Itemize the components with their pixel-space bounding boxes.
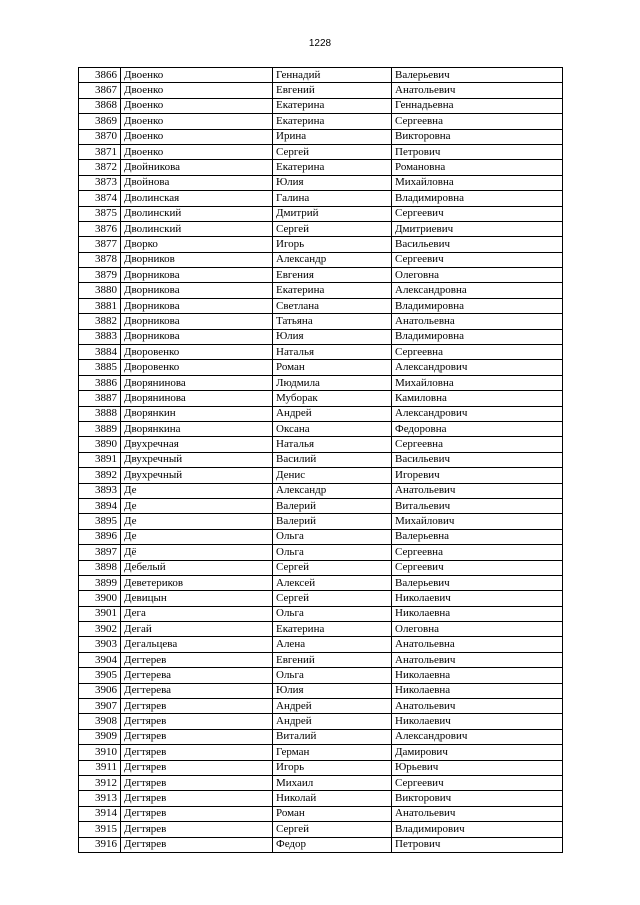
first-name-cell: Николай <box>273 791 392 806</box>
first-name-cell: Валерий <box>273 498 392 513</box>
patronymic-cell: Петрович <box>392 144 563 159</box>
table-row <box>79 468 563 483</box>
table-row <box>79 268 563 283</box>
patronymic-cell: Михайлович <box>392 514 563 529</box>
last-name-cell: Двухречный <box>121 468 273 483</box>
row-number-cell: 3901 <box>79 606 121 621</box>
table-row <box>79 683 563 698</box>
last-name-cell: Дегтярев <box>121 760 273 775</box>
last-name-cell: Дегтерев <box>121 652 273 667</box>
last-name-cell: Дворникова <box>121 268 273 283</box>
table-row <box>79 652 563 667</box>
row-number-cell: 3878 <box>79 252 121 267</box>
last-name-cell: Дега <box>121 606 273 621</box>
patronymic-cell: Васильевич <box>392 452 563 467</box>
table-row <box>79 806 563 821</box>
first-name-cell: Сергей <box>273 560 392 575</box>
last-name-cell: Дебелый <box>121 560 273 575</box>
last-name-cell: Де <box>121 498 273 513</box>
table-row <box>79 345 563 360</box>
first-name-cell: Юлия <box>273 329 392 344</box>
patronymic-cell: Сергеевич <box>392 252 563 267</box>
last-name-cell: Дегтярев <box>121 822 273 837</box>
table-row <box>79 144 563 159</box>
patronymic-cell: Геннадьевна <box>392 98 563 113</box>
last-name-cell: Дворникова <box>121 329 273 344</box>
row-number-cell: 3910 <box>79 745 121 760</box>
table-row <box>79 391 563 406</box>
patronymic-cell: Камиловна <box>392 391 563 406</box>
first-name-cell: Евгения <box>273 268 392 283</box>
last-name-cell: Дегтярев <box>121 837 273 852</box>
first-name-cell: Ирина <box>273 129 392 144</box>
table-row <box>79 360 563 375</box>
table-row <box>79 98 563 113</box>
row-number-cell: 3867 <box>79 83 121 98</box>
first-name-cell: Наталья <box>273 437 392 452</box>
row-number-cell: 3871 <box>79 144 121 159</box>
row-number-cell: 3892 <box>79 468 121 483</box>
first-name-cell: Геннадий <box>273 68 392 83</box>
table-row <box>79 375 563 390</box>
table-row <box>79 699 563 714</box>
table-row <box>79 221 563 236</box>
table-row <box>79 314 563 329</box>
last-name-cell: Двоенко <box>121 98 273 113</box>
table-row <box>79 83 563 98</box>
row-number-cell: 3866 <box>79 68 121 83</box>
row-number-cell: 3876 <box>79 221 121 236</box>
first-name-cell: Валерий <box>273 514 392 529</box>
row-number-cell: 3891 <box>79 452 121 467</box>
first-name-cell: Евгений <box>273 83 392 98</box>
first-name-cell: Юлия <box>273 683 392 698</box>
patronymic-cell: Александрович <box>392 729 563 744</box>
first-name-cell: Ольга <box>273 668 392 683</box>
row-number-cell: 3874 <box>79 191 121 206</box>
first-name-cell: Юлия <box>273 175 392 190</box>
row-number-cell: 3907 <box>79 699 121 714</box>
last-name-cell: Дволинская <box>121 191 273 206</box>
last-name-cell: Дворников <box>121 252 273 267</box>
first-name-cell: Федор <box>273 837 392 852</box>
first-name-cell: Людмила <box>273 375 392 390</box>
row-number-cell: 3886 <box>79 375 121 390</box>
row-number-cell: 3900 <box>79 591 121 606</box>
table-row <box>79 437 563 452</box>
registry-table-body <box>79 68 563 853</box>
table-row <box>79 760 563 775</box>
table-row <box>79 745 563 760</box>
first-name-cell: Татьяна <box>273 314 392 329</box>
last-name-cell: Дворянкина <box>121 421 273 436</box>
row-number-cell: 3894 <box>79 498 121 513</box>
row-number-cell: 3904 <box>79 652 121 667</box>
last-name-cell: Дегтерева <box>121 668 273 683</box>
table-row <box>79 129 563 144</box>
first-name-cell: Денис <box>273 468 392 483</box>
table-row <box>79 498 563 513</box>
first-name-cell: Александр <box>273 483 392 498</box>
patronymic-cell: Анатольевич <box>392 483 563 498</box>
patronymic-cell: Анатольевна <box>392 637 563 652</box>
first-name-cell: Сергей <box>273 591 392 606</box>
patronymic-cell: Николаевна <box>392 683 563 698</box>
table-row <box>79 529 563 544</box>
registry-table <box>78 67 563 853</box>
table-row <box>79 591 563 606</box>
first-name-cell: Алена <box>273 637 392 652</box>
row-number-cell: 3879 <box>79 268 121 283</box>
last-name-cell: Дегтярев <box>121 699 273 714</box>
table-row <box>79 160 563 175</box>
last-name-cell: Де <box>121 529 273 544</box>
patronymic-cell: Николаевна <box>392 606 563 621</box>
patronymic-cell: Игоревич <box>392 468 563 483</box>
patronymic-cell: Николаевич <box>392 591 563 606</box>
row-number-cell: 3888 <box>79 406 121 421</box>
patronymic-cell: Владимировна <box>392 191 563 206</box>
row-number-cell: 3884 <box>79 345 121 360</box>
row-number-cell: 3905 <box>79 668 121 683</box>
patronymic-cell: Олеговна <box>392 622 563 637</box>
table-row <box>79 329 563 344</box>
last-name-cell: Двоенко <box>121 68 273 83</box>
table-row <box>79 622 563 637</box>
row-number-cell: 3909 <box>79 729 121 744</box>
first-name-cell: Игорь <box>273 760 392 775</box>
first-name-cell: Ольга <box>273 545 392 560</box>
first-name-cell: Екатерина <box>273 160 392 175</box>
first-name-cell: Оксана <box>273 421 392 436</box>
last-name-cell: Дё <box>121 545 273 560</box>
patronymic-cell: Романовна <box>392 160 563 175</box>
last-name-cell: Дволинский <box>121 221 273 236</box>
patronymic-cell: Сергеевна <box>392 345 563 360</box>
patronymic-cell: Викторович <box>392 791 563 806</box>
patronymic-cell: Олеговна <box>392 268 563 283</box>
last-name-cell: Дволинский <box>121 206 273 221</box>
patronymic-cell: Сергеевна <box>392 437 563 452</box>
patronymic-cell: Анатольевна <box>392 314 563 329</box>
row-number-cell: 3868 <box>79 98 121 113</box>
first-name-cell: Екатерина <box>273 622 392 637</box>
last-name-cell: Дегтярев <box>121 775 273 790</box>
last-name-cell: Дворникова <box>121 298 273 313</box>
row-number-cell: 3885 <box>79 360 121 375</box>
last-name-cell: Дворянинова <box>121 375 273 390</box>
patronymic-cell: Сергеевич <box>392 775 563 790</box>
row-number-cell: 3875 <box>79 206 121 221</box>
row-number-cell: 3912 <box>79 775 121 790</box>
table-row <box>79 560 563 575</box>
patronymic-cell: Дмитриевич <box>392 221 563 236</box>
patronymic-cell: Федоровна <box>392 421 563 436</box>
first-name-cell: Герман <box>273 745 392 760</box>
patronymic-cell: Александрович <box>392 406 563 421</box>
patronymic-cell: Анатольевич <box>392 699 563 714</box>
table-row <box>79 791 563 806</box>
patronymic-cell: Сергеевна <box>392 545 563 560</box>
last-name-cell: Двухречный <box>121 452 273 467</box>
row-number-cell: 3877 <box>79 237 121 252</box>
first-name-cell: Александр <box>273 252 392 267</box>
first-name-cell: Андрей <box>273 406 392 421</box>
first-name-cell: Светлана <box>273 298 392 313</box>
row-number-cell: 3893 <box>79 483 121 498</box>
table-row <box>79 114 563 129</box>
first-name-cell: Сергей <box>273 221 392 236</box>
table-row <box>79 206 563 221</box>
last-name-cell: Дегтярев <box>121 729 273 744</box>
patronymic-cell: Сергеевич <box>392 206 563 221</box>
last-name-cell: Дегай <box>121 622 273 637</box>
table-row <box>79 406 563 421</box>
last-name-cell: Дегтерева <box>121 683 273 698</box>
first-name-cell: Екатерина <box>273 114 392 129</box>
table-row <box>79 775 563 790</box>
last-name-cell: Дворовенко <box>121 360 273 375</box>
table-row <box>79 483 563 498</box>
row-number-cell: 3903 <box>79 637 121 652</box>
last-name-cell: Де <box>121 483 273 498</box>
patronymic-cell: Васильевич <box>392 237 563 252</box>
last-name-cell: Дегтярев <box>121 714 273 729</box>
row-number-cell: 3882 <box>79 314 121 329</box>
patronymic-cell: Юрьевич <box>392 760 563 775</box>
patronymic-cell: Анатольевич <box>392 806 563 821</box>
first-name-cell: Евгений <box>273 652 392 667</box>
first-name-cell: Сергей <box>273 822 392 837</box>
patronymic-cell: Михайловна <box>392 175 563 190</box>
row-number-cell: 3883 <box>79 329 121 344</box>
patronymic-cell: Валерьевич <box>392 68 563 83</box>
row-number-cell: 3872 <box>79 160 121 175</box>
last-name-cell: Дегтярев <box>121 791 273 806</box>
row-number-cell: 3908 <box>79 714 121 729</box>
patronymic-cell: Владимирович <box>392 822 563 837</box>
patronymic-cell: Николаевна <box>392 668 563 683</box>
table-row <box>79 575 563 590</box>
last-name-cell: Дворко <box>121 237 273 252</box>
last-name-cell: Двоенко <box>121 144 273 159</box>
last-name-cell: Дегальцева <box>121 637 273 652</box>
first-name-cell: Василий <box>273 452 392 467</box>
first-name-cell: Муборак <box>273 391 392 406</box>
row-number-cell: 3887 <box>79 391 121 406</box>
table-row <box>79 68 563 83</box>
last-name-cell: Двоенко <box>121 83 273 98</box>
table-row <box>79 298 563 313</box>
last-name-cell: Двоенко <box>121 129 273 144</box>
row-number-cell: 3898 <box>79 560 121 575</box>
row-number-cell: 3897 <box>79 545 121 560</box>
last-name-cell: Двоенко <box>121 114 273 129</box>
row-number-cell: 3911 <box>79 760 121 775</box>
last-name-cell: Девицын <box>121 591 273 606</box>
first-name-cell: Наталья <box>273 345 392 360</box>
table-row <box>79 729 563 744</box>
patronymic-cell: Владимировна <box>392 329 563 344</box>
row-number-cell: 3881 <box>79 298 121 313</box>
last-name-cell: Дворянинова <box>121 391 273 406</box>
patronymic-cell: Петрович <box>392 837 563 852</box>
patronymic-cell: Валерьевич <box>392 575 563 590</box>
table-row <box>79 545 563 560</box>
first-name-cell: Ольга <box>273 606 392 621</box>
first-name-cell: Ольга <box>273 529 392 544</box>
first-name-cell: Екатерина <box>273 98 392 113</box>
row-number-cell: 3914 <box>79 806 121 821</box>
row-number-cell: 3899 <box>79 575 121 590</box>
table-row <box>79 606 563 621</box>
row-number-cell: 3869 <box>79 114 121 129</box>
row-number-cell: 3870 <box>79 129 121 144</box>
patronymic-cell: Анатольевич <box>392 83 563 98</box>
patronymic-cell: Анатольевич <box>392 652 563 667</box>
last-name-cell: Дворянкин <box>121 406 273 421</box>
table-row <box>79 637 563 652</box>
last-name-cell: Двойникова <box>121 160 273 175</box>
last-name-cell: Двойнова <box>121 175 273 190</box>
table-row <box>79 452 563 467</box>
last-name-cell: Дворникова <box>121 283 273 298</box>
first-name-cell: Роман <box>273 360 392 375</box>
patronymic-cell: Витальевич <box>392 498 563 513</box>
patronymic-cell: Михайловна <box>392 375 563 390</box>
table-row <box>79 668 563 683</box>
last-name-cell: Дворникова <box>121 314 273 329</box>
last-name-cell: Де <box>121 514 273 529</box>
table-row <box>79 175 563 190</box>
last-name-cell: Дворовенко <box>121 345 273 360</box>
first-name-cell: Дмитрий <box>273 206 392 221</box>
row-number-cell: 3889 <box>79 421 121 436</box>
row-number-cell: 3913 <box>79 791 121 806</box>
first-name-cell: Андрей <box>273 714 392 729</box>
patronymic-cell: Сергеевна <box>392 114 563 129</box>
last-name-cell: Двухречная <box>121 437 273 452</box>
last-name-cell: Деветериков <box>121 575 273 590</box>
row-number-cell: 3915 <box>79 822 121 837</box>
table-row <box>79 283 563 298</box>
first-name-cell: Роман <box>273 806 392 821</box>
row-number-cell: 3880 <box>79 283 121 298</box>
row-number-cell: 3873 <box>79 175 121 190</box>
table-row <box>79 237 563 252</box>
patronymic-cell: Дамирович <box>392 745 563 760</box>
first-name-cell: Игорь <box>273 237 392 252</box>
row-number-cell: 3896 <box>79 529 121 544</box>
last-name-cell: Дегтярев <box>121 745 273 760</box>
row-number-cell: 3890 <box>79 437 121 452</box>
first-name-cell: Сергей <box>273 144 392 159</box>
table-row <box>79 714 563 729</box>
row-number-cell: 3895 <box>79 514 121 529</box>
patronymic-cell: Викторовна <box>392 129 563 144</box>
page-number: 1228 <box>308 38 332 49</box>
table-row <box>79 191 563 206</box>
table-row <box>79 421 563 436</box>
patronymic-cell: Александрович <box>392 360 563 375</box>
patronymic-cell: Александровна <box>392 283 563 298</box>
row-number-cell: 3906 <box>79 683 121 698</box>
row-number-cell: 3916 <box>79 837 121 852</box>
first-name-cell: Андрей <box>273 699 392 714</box>
patronymic-cell: Валерьевна <box>392 529 563 544</box>
table-row <box>79 837 563 852</box>
first-name-cell: Алексей <box>273 575 392 590</box>
first-name-cell: Галина <box>273 191 392 206</box>
patronymic-cell: Николаевич <box>392 714 563 729</box>
last-name-cell: Дегтярев <box>121 806 273 821</box>
first-name-cell: Михаил <box>273 775 392 790</box>
patronymic-cell: Сергеевич <box>392 560 563 575</box>
table-row <box>79 822 563 837</box>
first-name-cell: Екатерина <box>273 283 392 298</box>
table-row <box>79 514 563 529</box>
row-number-cell: 3902 <box>79 622 121 637</box>
patronymic-cell: Владимировна <box>392 298 563 313</box>
table-row <box>79 252 563 267</box>
first-name-cell: Виталий <box>273 729 392 744</box>
